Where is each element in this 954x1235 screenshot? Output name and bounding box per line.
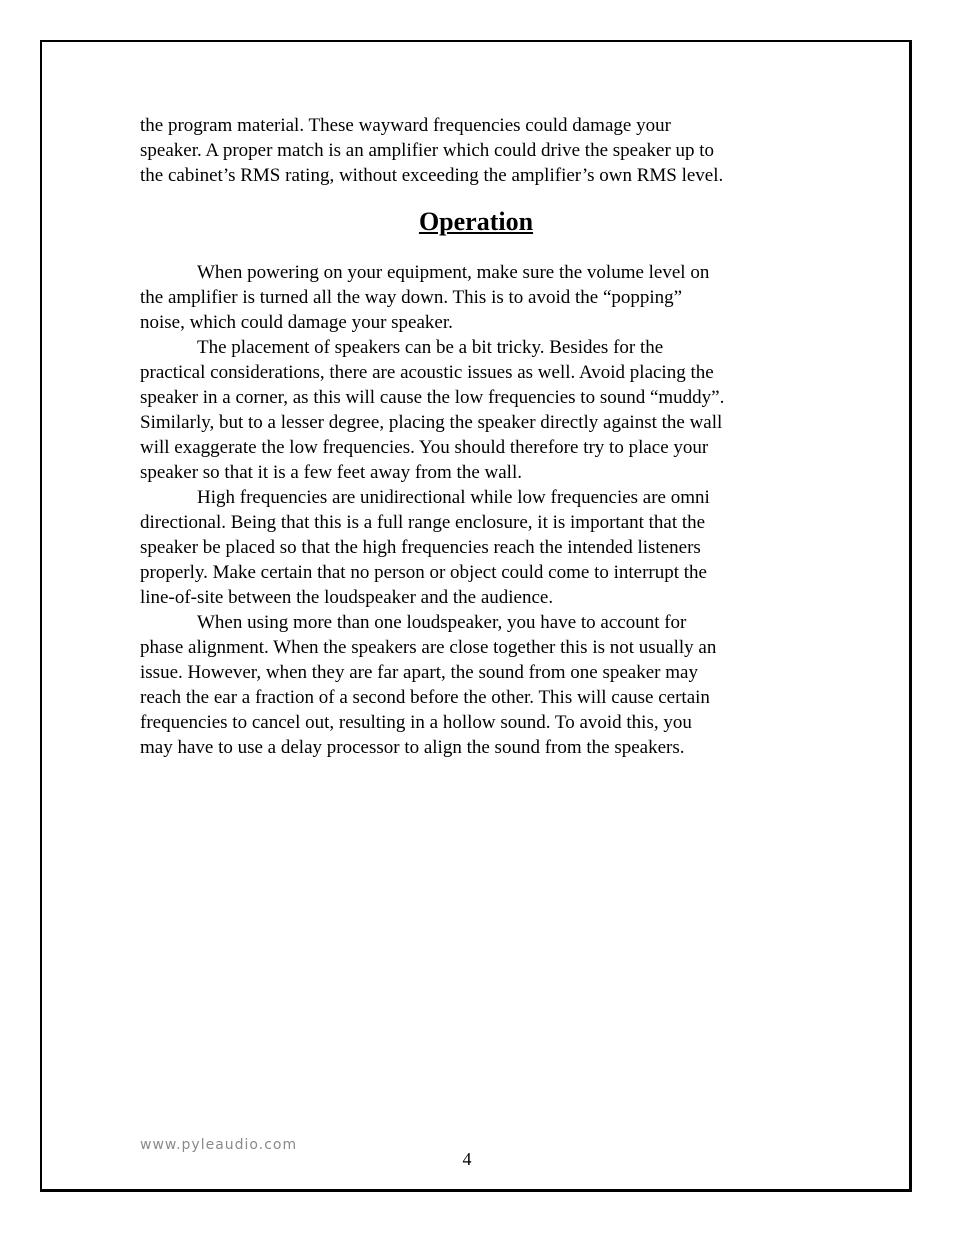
paragraph-line: phase alignment. When the speakers are close together this is not usually an <box>140 637 717 658</box>
paragraph-line: When powering on your equipment, make sure the volume level on <box>197 262 710 283</box>
paragraph-line: frequencies to cancel out, resulting in a hollow sound. To avoid this, you <box>140 712 692 733</box>
paragraph-line: speaker be placed so that the high frequencies reach the intended listeners <box>140 537 701 558</box>
section-heading: Operation <box>418 207 534 236</box>
intro-text <box>140 113 812 188</box>
paragraph-line: line-of-site between the loudspeaker and the audience. <box>140 587 554 608</box>
paragraph-line: reach the ear a fraction of a second before the other. This will cause certain <box>140 687 710 708</box>
paragraph-line: properly. Make certain that no person or object could come to interrupt the <box>140 562 707 583</box>
paragraph-line: When using more than one loudspeaker, you have to account for <box>197 612 687 633</box>
intro-line: the cabinet’s RMS rating, without exceeding the amplifier’s own RMS level. <box>140 165 724 186</box>
paragraph-line: may have to use a delay processor to align the sound from the speakers. <box>140 737 685 758</box>
paragraph-line: noise, which could damage your speaker. <box>140 312 453 333</box>
paragraph-line: directional. Being that this is a full range enclosure, it is important that the <box>140 512 706 533</box>
paragraph-line: speaker in a corner, as this will cause the low frequencies to sound “muddy”. <box>140 387 725 408</box>
paragraph-line: Similarly, but to a lesser degree, placing the speaker directly against the wall <box>140 412 723 433</box>
paragraph-phase-alignment <box>140 610 812 760</box>
intro-line: the program material. These wayward frequencies could damage your <box>140 115 671 136</box>
paragraph-line: issue. However, when they are far apart, the sound from one speaker may <box>140 662 698 683</box>
paragraph-line: the amplifier is turned all the way down. This is to avoid the “popping” <box>140 287 683 308</box>
paragraph-line: practical considerations, there are acoustic issues as well. Avoid placing the <box>140 362 714 383</box>
paragraph-line: High frequencies are unidirectional while low frequencies are omni <box>197 487 710 508</box>
operation-section <box>140 260 812 760</box>
paragraph-line: The placement of speakers can be a bit tricky. Besides for the <box>197 337 664 358</box>
paragraph-line: speaker so that it is a few feet away from the wall. <box>140 462 522 483</box>
paragraph-frequencies <box>140 485 812 610</box>
paragraph-placement <box>140 335 812 485</box>
intro-line: speaker. A proper match is an amplifier which could drive the speaker up to <box>140 140 715 161</box>
paragraph-power-on <box>140 260 812 335</box>
page-number: 4 <box>462 1149 472 1169</box>
paragraph-line: will exaggerate the low frequencies. You should therefore try to place your <box>140 437 709 458</box>
footer-website-url: www.pyleaudio.com <box>140 1137 298 1153</box>
